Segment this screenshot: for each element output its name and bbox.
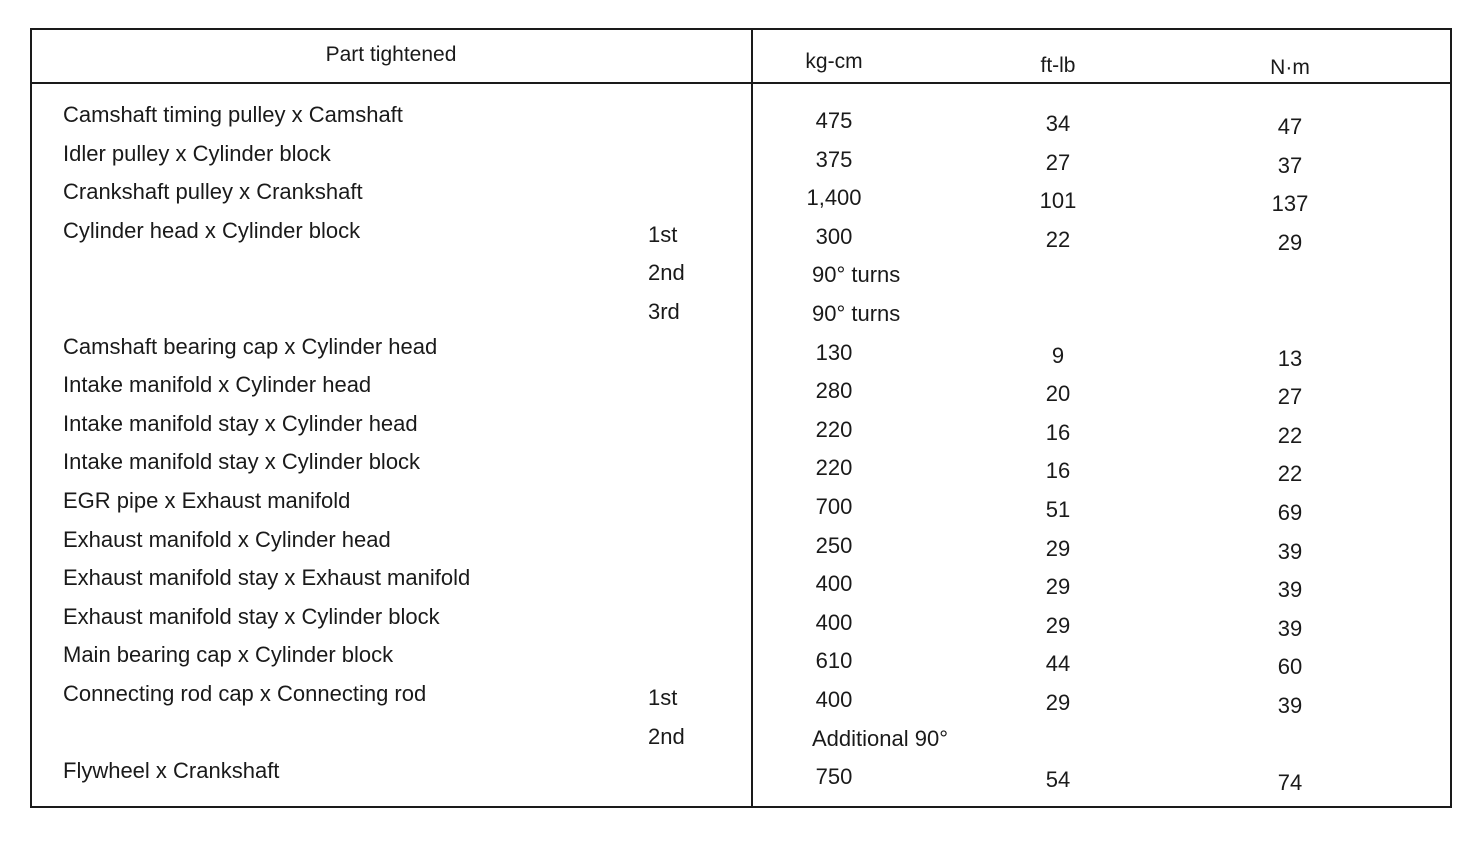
part-cell: Intake manifold stay x Cylinder block: [63, 449, 421, 475]
header-divider: [30, 82, 1452, 84]
part-cell: Connecting rod cap x Connecting rod: [63, 680, 427, 706]
ft-lb-cell: 29: [1045, 612, 1071, 638]
table-body: [0, 100, 1472, 795]
kg-cm-cell: 90° turns: [812, 262, 901, 288]
kg-cm-cell: 375: [815, 146, 853, 172]
kg-cm-cell: 280: [815, 378, 853, 404]
n-m-cell: 69: [1277, 499, 1303, 525]
kg-cm-cell: 220: [815, 455, 853, 481]
n-m-cell: 29: [1277, 229, 1303, 255]
stage-cell: 1st: [648, 684, 678, 710]
stage-cell: 2nd: [648, 260, 685, 286]
ft-lb-cell: 51: [1045, 496, 1071, 522]
n-m-cell: 22: [1277, 422, 1303, 448]
table-row: [0, 293, 1472, 332]
kg-cm-cell: 1,400: [806, 185, 862, 211]
n-m-cell: 37: [1277, 152, 1303, 178]
ft-lb-cell: 101: [1039, 188, 1077, 214]
ft-lb-cell: 9: [1051, 342, 1065, 368]
ft-lb-cell: 27: [1045, 149, 1071, 175]
ft-lb-cell: 16: [1045, 458, 1071, 484]
table-row: [0, 525, 1472, 564]
table-row: [0, 177, 1472, 216]
table-row: [0, 332, 1472, 371]
table-row: [0, 679, 1472, 718]
n-m-cell: 74: [1277, 770, 1303, 796]
ft-lb-cell: 29: [1045, 535, 1071, 561]
kg-cm-cell: 130: [815, 339, 853, 365]
n-m-cell: 39: [1277, 692, 1303, 718]
kg-cm-cell: Additional 90°: [812, 725, 949, 751]
part-cell: Camshaft timing pulley x Camshaft: [63, 102, 403, 127]
ft-lb-cell: 29: [1045, 574, 1071, 600]
kg-cm-cell: 90° turns: [812, 300, 901, 326]
table-row: [0, 640, 1472, 679]
stage-cell: 1st: [648, 221, 678, 247]
n-m-cell: 39: [1277, 615, 1303, 641]
header-part-tightened: Part tightened: [325, 43, 457, 66]
table-row: [0, 139, 1472, 178]
kg-cm-cell: 250: [815, 532, 853, 558]
kg-cm-cell: 300: [815, 223, 853, 249]
table-row: [0, 447, 1472, 486]
part-cell: Intake manifold stay x Cylinder head: [63, 410, 418, 436]
kg-cm-cell: 475: [815, 108, 853, 133]
part-cell: Cylinder head x Cylinder block: [63, 217, 361, 243]
header-ft-lb: ft-lb: [1040, 54, 1076, 77]
n-m-cell: 137: [1271, 191, 1309, 217]
kg-cm-cell: 400: [815, 686, 853, 712]
part-cell: Exhaust manifold stay x Cylinder block: [63, 603, 440, 629]
n-m-cell: 39: [1277, 577, 1303, 603]
table-row: [0, 370, 1472, 409]
part-cell: Exhaust manifold stay x Exhaust manifold: [63, 565, 471, 591]
table-row: [0, 718, 1472, 757]
n-m-cell: 27: [1277, 384, 1303, 410]
ft-lb-cell: 20: [1045, 381, 1071, 407]
ft-lb-cell: 44: [1045, 651, 1071, 677]
kg-cm-cell: 610: [815, 648, 853, 674]
part-cell: EGR pipe x Exhaust manifold: [63, 487, 351, 513]
kg-cm-cell: 750: [815, 764, 853, 790]
kg-cm-cell: 400: [815, 609, 853, 635]
kg-cm-cell: 220: [815, 416, 853, 442]
part-cell: Exhaust manifold x Cylinder head: [63, 526, 391, 552]
ft-lb-cell: 54: [1045, 767, 1071, 793]
table-row: [0, 486, 1472, 525]
part-cell: Crankshaft pulley x Crankshaft: [63, 179, 363, 205]
kg-cm-cell: 400: [815, 571, 853, 597]
ft-lb-cell: 29: [1045, 689, 1071, 715]
header-n-m: N·m: [1270, 56, 1310, 79]
ft-lb-cell: 34: [1045, 111, 1071, 136]
table-row: [0, 602, 1472, 641]
part-cell: Flywheel x Crankshaft: [63, 758, 280, 784]
n-m-cell: 13: [1277, 345, 1303, 371]
stage-cell: 3rd: [648, 298, 680, 324]
table-row: [0, 409, 1472, 448]
part-cell: Idler pulley x Cylinder block: [63, 140, 331, 166]
stage-cell: 2nd: [648, 723, 685, 749]
table-row: [0, 100, 1472, 139]
table-row: [0, 254, 1472, 293]
header-kg-cm: kg-cm: [805, 50, 863, 73]
table-row: [0, 563, 1472, 602]
part-cell: Intake manifold x Cylinder head: [63, 372, 372, 398]
table-row: [0, 216, 1472, 255]
ft-lb-cell: 22: [1045, 226, 1071, 252]
table-row: [0, 756, 1472, 795]
part-cell: Camshaft bearing cap x Cylinder head: [63, 333, 438, 359]
n-m-cell: 60: [1277, 654, 1303, 680]
n-m-cell: 47: [1277, 114, 1303, 139]
ft-lb-cell: 16: [1045, 419, 1071, 445]
part-cell: Main bearing cap x Cylinder block: [63, 642, 394, 668]
n-m-cell: 39: [1277, 538, 1303, 564]
kg-cm-cell: 700: [815, 493, 853, 519]
n-m-cell: 22: [1277, 461, 1303, 487]
